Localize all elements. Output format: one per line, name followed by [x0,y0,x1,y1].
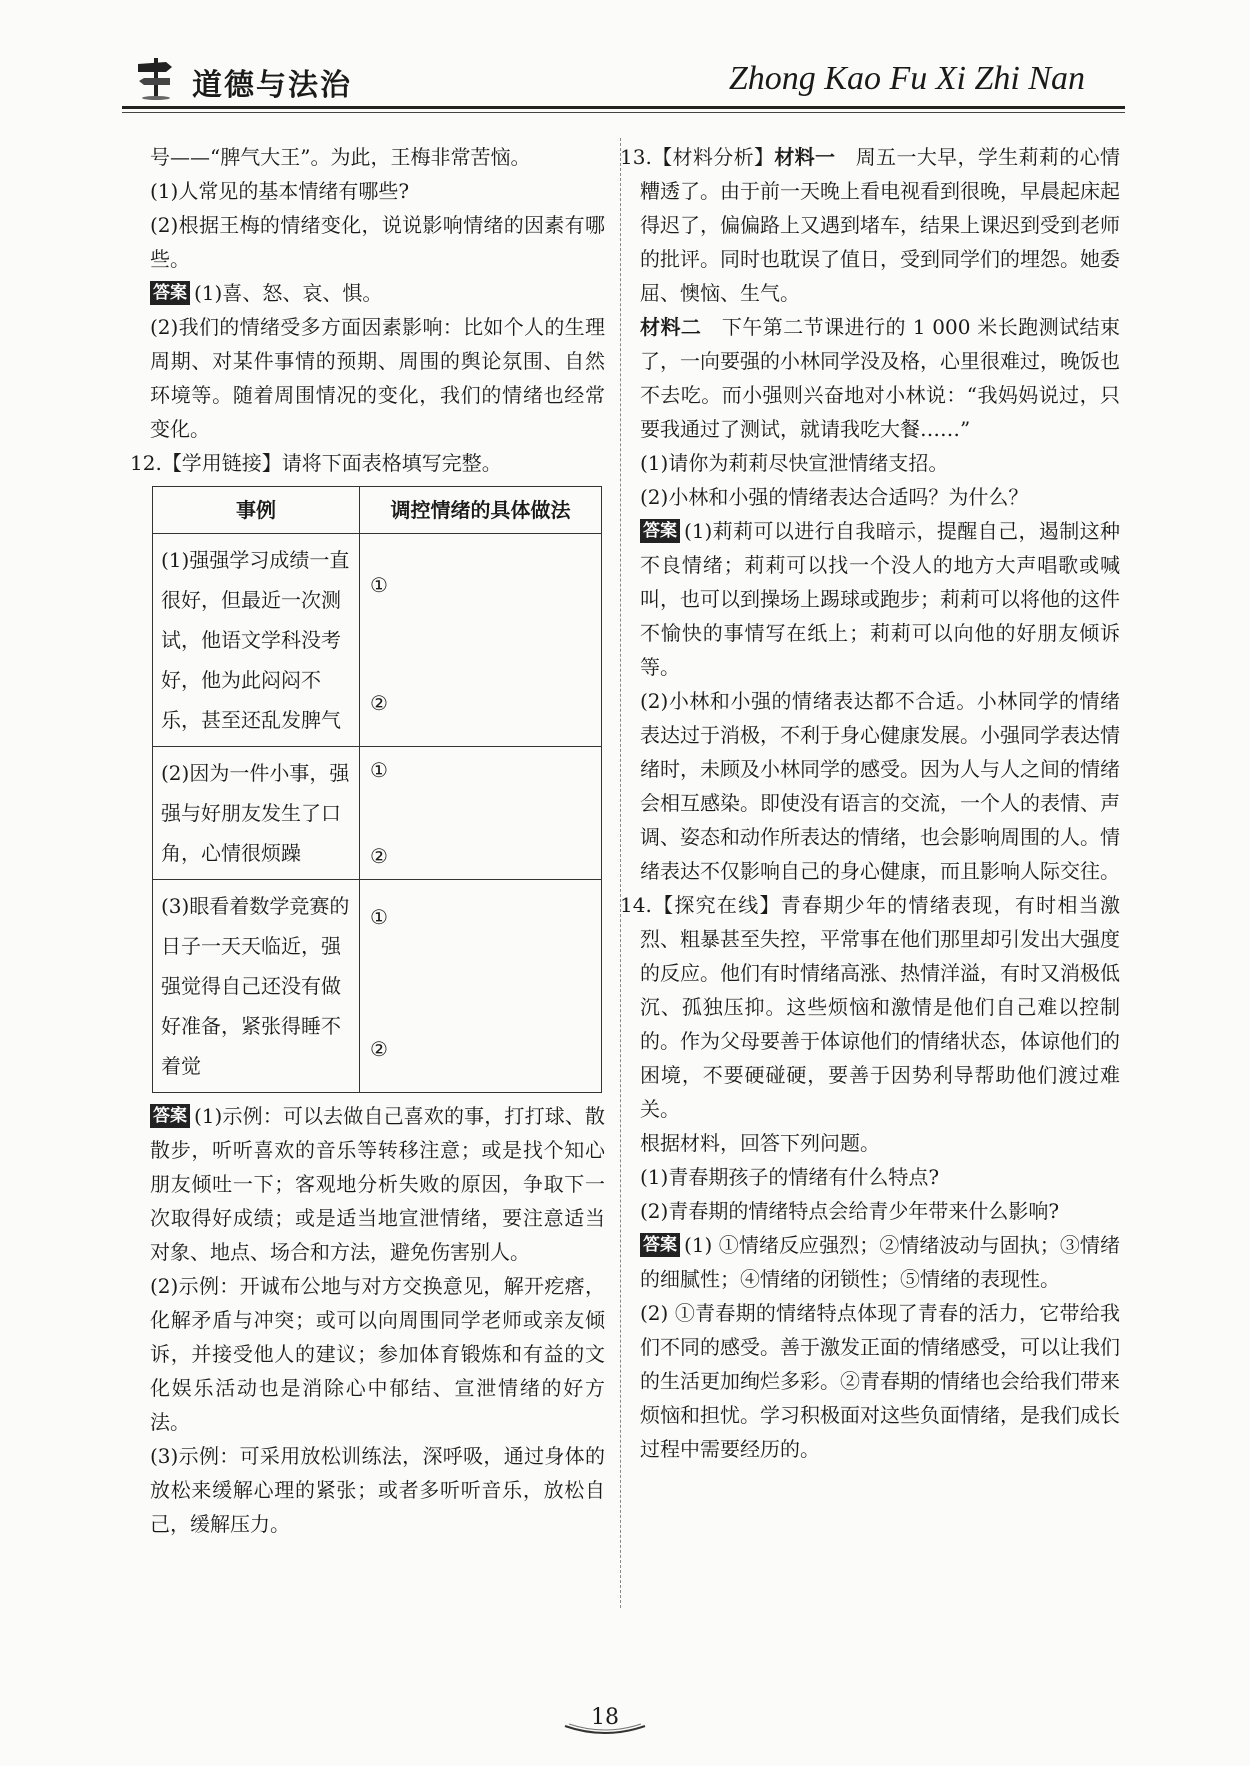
q11-question-1: (1)人常见的基本情绪有哪些? [150,179,410,203]
material-label: 材料一 [774,145,836,169]
question-text: 请将下面表格填写完整。 [281,451,502,475]
q14-answer-1 [640,1228,1120,1296]
question-text: 青春期少年的情绪表现，有时相当激烈、粗暴甚至失控，平常事在他们那里却引发出大强度的反应。他们有时情绪高涨、热情洋溢，有时又消极低沉、孤独压抑。这些烦恼和激情是他们自己难以控制的。作为父母要善于体谅他们的情绪状态，体谅他们的困境，不要硬碰硬，要善于因势利导帮助他们渡过难关。 [640,893,1120,1121]
table-cell-example: (2)因为一件小事，强强与好朋友发生了口角，心情很烦躁 [153,747,360,880]
answer-badge: 答案 [150,281,190,305]
q14-question-2: (2)青春期的情绪特点会给青少年带来什么影响? [640,1199,1060,1223]
question-tag: 【探究在线】 [651,893,781,917]
answer-text: (1)喜、怒、哀、惧。 [194,281,383,305]
emotion-table [152,486,602,1093]
question-number: 12. [130,451,162,475]
page-number-text: 18 [591,1705,619,1730]
blank-marker: ② [370,844,388,868]
q13-material-2 [640,310,1120,446]
page-header [122,40,1125,112]
table-row [153,880,602,1093]
q12-answer-2: (2)示例：开诚布公地与对方交换意见，解开疙瘩，化解矛盾与冲突；或可以向周围同学老师或亲友倾诉，并接受他人的建议；参加体育锻炼和有益的文化娱乐活动也是消除心中郁结、宣泄情绪的好方法。 [150,1274,605,1434]
material-label: 材料二 [640,315,702,339]
q13-answer-1 [640,514,1120,684]
column-divider [620,138,621,1608]
q11-answer-2: (2)我们的情绪受多方面因素影响：比如个人的生理周期、对某件事情的预期、周围的舆论氛围、自然环境等。随着周围情况的变化，我们的情绪也经常变化。 [150,315,605,441]
blank-marker: ② [370,1037,388,1061]
q14-prompt [620,888,1120,1126]
q12-answer-3: (3)示例：可采用放松训练法，深呼吸，通过身体的放松来缓解心理的紧张；或者多听听音乐，放松自己，缓解压力。 [150,1444,605,1536]
material-text: 下午第二节课进行的 1 000 米长跑测试结束了，一向要强的小林同学没及格，心里很难过，晚饭也不去吃。而小强则兴奋地对小林说：“我妈妈说过，只要我通过了测试，就请我吃大餐……” [640,315,1120,441]
q11-continuation: 号——“脾气大王”。为此，王梅非常苦恼。 [150,145,531,169]
question-tag: 【材料分析】 [651,145,775,169]
right-column [620,140,1121,1466]
q12-answer-1 [150,1099,605,1269]
answer-badge: 答案 [640,519,680,543]
question-number: 14. [620,893,652,917]
material-text: 周五一大早，学生莉莉的心情糟透了。由于前一天晚上看电视看到很晚，早晨起床起得迟了，偏偏路上又遇到堵车，结果上课迟到受到老师的批评。同时也耽误了值日，受到同学们的埋怨。她委屈、懊恼、生气。 [640,145,1121,305]
header-rule [122,106,1125,109]
blank-marker: ① [370,905,388,929]
blank-marker: ① [370,573,388,597]
q12-prompt [130,446,605,480]
table-cell-example: (3)眼看着数学竞赛的日子一天天临近，强强觉得自己还没有做好准备，紧张得睡不着觉 [153,880,360,1093]
q13-question-1: (1)请你为莉莉尽快宣泄情绪支招。 [640,451,949,475]
header-rule-thin [122,112,1125,113]
signpost-icon [136,54,176,100]
page-number-ornament-icon [555,1698,655,1738]
q11-question-2: (2)根据王梅的情绪变化，说说影响情绪的因素有哪些。 [150,213,605,271]
question-number: 13. [620,145,652,169]
q14-instruction: 根据材料，回答下列问题。 [640,1131,880,1155]
page-number [555,1698,655,1738]
answer-badge: 答案 [150,1104,190,1128]
series-title: Zhong Kao Fu Xi Zhi Nan [728,60,1085,97]
table-cell-method [360,747,602,880]
table-cell-example: (1)强强学习成绩一直很好，但最近一次测试，他语文学科没考好，他为此闷闷不乐，甚至还乱发脾气 [153,534,360,747]
blank-marker: ② [370,691,388,715]
q14-question-1: (1)青春期孩子的情绪有什么特点? [640,1165,940,1189]
left-column [130,140,605,1541]
table-row [153,747,602,880]
subject-title: 道德与法治 [192,68,352,103]
q13-question-2: (2)小林和小强的情绪表达合适吗？为什么？ [640,485,1029,509]
q11-answer-1 [150,276,605,310]
q13-material-1 [620,140,1121,310]
q14-answer-2: (2) ①青春期的情绪特点体现了青春的活力，它带给我们不同的感受。善于激发正面的情绪感受，可以让我们的生活更加绚烂多彩。②青春期的情绪也会给我们带来烦恼和担忧。学习积极面对这些负面情绪，是我们成长过程中需要经历的。 [640,1301,1120,1461]
q13-answer-2: (2)小林和小强的情绪表达都不合适。小林同学的情绪表达过于消极，不利于身心健康发展。小强同学表达情绪时，未顾及小林同学的感受。因为人与人之间的情绪会相互感染。即使没有语言的交流，一个人的表情、声调、姿态和动作所表达的情绪，也会影响周围的人。情绪表达不仅影响自己的身心健康，而且影响人际交往。 [640,689,1120,883]
answer-badge: 答案 [640,1233,680,1257]
table-cell-method [360,534,602,747]
answer-text: (1) ①情绪反应强烈；②情绪波动与固执；③情绪的细腻性；④情绪的闭锁性；⑤情绪的表现性。 [640,1233,1120,1291]
table-header-method: 调控情绪的具体做法 [360,487,602,534]
question-tag: 【学用链接】 [161,451,282,475]
answer-text: (1)莉莉可以进行自我暗示，提醒自己，遏制这种不良情绪；莉莉可以找一个没人的地方大声唱歌或喊叫，也可以到操场上踢球或跑步；莉莉可以将他的这件不愉快的事情写在纸上；莉莉可以向他的好朋友倾诉等。 [640,519,1120,679]
blank-marker: ① [370,758,388,782]
table-cell-method [360,880,602,1093]
table-header-example: 事例 [153,487,360,534]
answer-text: (1)示例：可以去做自己喜欢的事，打打球、散散步，听听喜欢的音乐等转移注意；或是找个知心朋友倾吐一下；客观地分析失败的原因，争取下一次取得好成绩；或是适当地宣泄情绪，要注意适当对象、地点、场合和方法，避免伤害别人。 [150,1104,605,1264]
table-row [153,534,602,747]
